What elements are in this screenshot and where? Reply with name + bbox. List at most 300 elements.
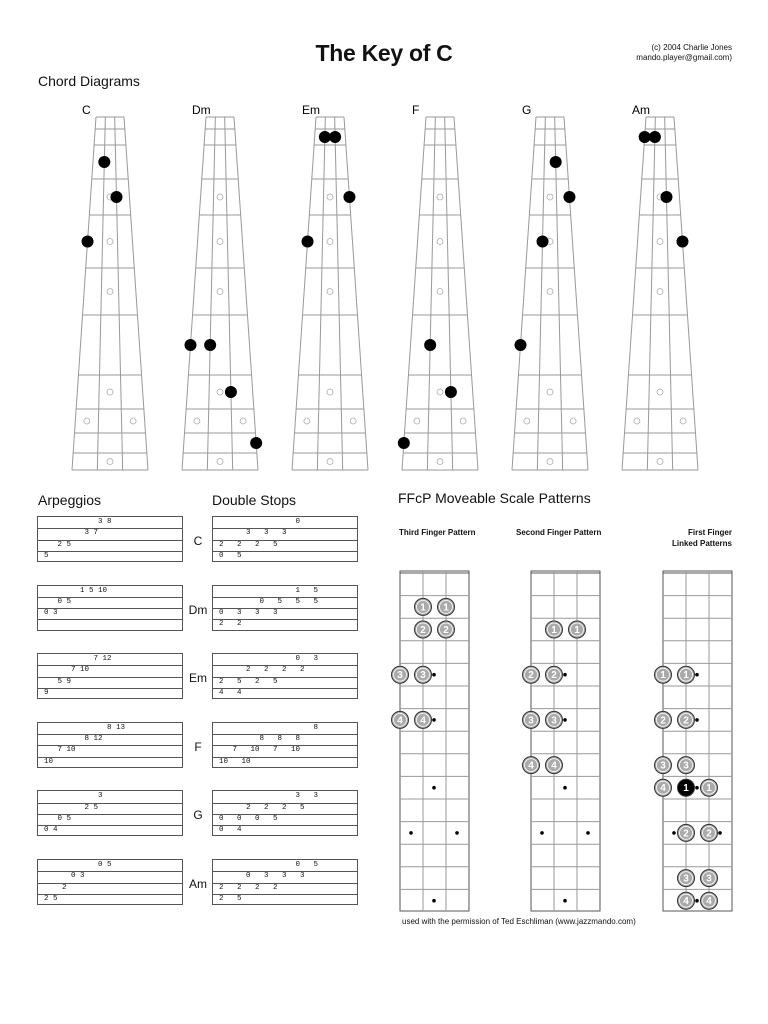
- tab-notes: 4 4: [219, 689, 242, 698]
- first-finger-title-line-2: Linked Patterns: [671, 539, 732, 548]
- tab-string: [213, 871, 357, 882]
- tab-chord-label: Em: [189, 671, 207, 686]
- finger-dot: [82, 236, 94, 248]
- tab-string: [38, 540, 182, 551]
- svg-text:3: 3: [397, 670, 403, 682]
- tab-notes: 2 2 2 2: [219, 666, 305, 675]
- tab-chord-label: Am: [189, 877, 207, 891]
- finger-circle: [415, 621, 432, 638]
- svg-text:3: 3: [706, 873, 712, 885]
- chord-name: G: [522, 103, 532, 117]
- finger-circle: [438, 621, 455, 638]
- root-dot: [563, 786, 567, 790]
- tab-notes: 2 2: [219, 620, 242, 629]
- fret-marker: [327, 389, 333, 395]
- svg-text:1: 1: [683, 670, 689, 682]
- fret-marker: [657, 289, 663, 295]
- finger-circle: [546, 711, 563, 728]
- fret-marker: [84, 418, 90, 424]
- tab-notes: 0 3: [219, 655, 319, 664]
- fretboard-string: [335, 117, 343, 470]
- finger-circle: [678, 779, 695, 796]
- tab-notes: 5 9: [44, 677, 72, 686]
- fretboard-string: [674, 117, 698, 470]
- svg-text:2: 2: [420, 625, 426, 636]
- finger-dot: [649, 131, 661, 143]
- svg-text:4: 4: [683, 896, 689, 908]
- root-dot: [563, 673, 567, 677]
- fret-marker: [217, 389, 223, 395]
- finger-circle: [678, 757, 695, 774]
- tab-string: [213, 586, 357, 597]
- fret-marker: [217, 239, 223, 245]
- fret-marker: [217, 289, 223, 295]
- tab-notes: 9: [44, 689, 49, 698]
- chord-em: [292, 103, 368, 470]
- finger-dot: [250, 437, 262, 449]
- finger-dot: [676, 236, 688, 248]
- fret-marker: [107, 389, 113, 395]
- svg-text:1: 1: [574, 625, 580, 636]
- fret-marker: [547, 459, 553, 465]
- tab-notes: 3 8: [44, 518, 112, 526]
- tab-string: [213, 619, 357, 630]
- tab-notes: 2 5: [44, 803, 99, 812]
- tab-string: [213, 688, 357, 699]
- fret-marker: [437, 389, 443, 395]
- fretboard-string: [207, 117, 215, 470]
- fretboard-string: [72, 117, 96, 470]
- second-finger-title: Second Finger Pattern: [516, 528, 602, 537]
- finger-dot: [184, 339, 196, 351]
- chord-name: Dm: [192, 103, 211, 117]
- tab-string: [38, 814, 182, 825]
- tab-string: [213, 597, 357, 608]
- tab-string: [213, 608, 357, 619]
- double-stop-tab-c: [212, 516, 358, 562]
- chord-name: Em: [302, 103, 320, 117]
- scale-patterns: [380, 565, 768, 915]
- tab-notes: 0 5 5 5: [219, 597, 319, 606]
- fret-marker: [194, 418, 200, 424]
- double-stop-tab-g: [212, 790, 358, 836]
- chord-dm: [182, 103, 262, 470]
- tab-notes: 7 10: [44, 666, 90, 675]
- tab-string: [213, 883, 357, 894]
- finger-circle: [678, 870, 695, 887]
- board-outline: [663, 571, 732, 911]
- tab-notes: 2 5: [44, 540, 72, 549]
- root-dot: [540, 831, 544, 835]
- svg-text:1: 1: [551, 625, 557, 636]
- finger-circle: [678, 711, 695, 728]
- finger-dot: [319, 131, 331, 143]
- fretboard-string: [234, 117, 258, 470]
- finger-circle: [678, 666, 695, 683]
- tab-string: [38, 723, 182, 734]
- tab-chord-label: Dm: [188, 602, 208, 617]
- root-dot: [563, 718, 567, 722]
- arpeggio-tab-dm: [37, 585, 183, 631]
- tab-string: [213, 734, 357, 745]
- fretboard-string: [537, 117, 545, 470]
- tab-string: [38, 825, 182, 836]
- fret-marker: [437, 194, 443, 200]
- double-stop-tab-em: [212, 653, 358, 699]
- tab-notes: 8 12: [44, 735, 103, 744]
- finger-dot: [343, 191, 355, 203]
- fretboard-string: [124, 117, 148, 470]
- tab-notes: 2 2 2 2: [219, 883, 278, 892]
- svg-text:2: 2: [551, 670, 557, 682]
- svg-text:2: 2: [660, 715, 666, 727]
- chord-diagrams-heading: Chord Diagrams: [38, 73, 140, 89]
- arpeggio-tab-c: [37, 516, 183, 562]
- tab-string: [38, 665, 182, 676]
- third-finger-title: Third Finger Pattern: [399, 528, 476, 537]
- first-finger-title: [672, 527, 732, 549]
- tab-notes: 2: [44, 883, 67, 892]
- tab-notes: 0 5: [219, 861, 319, 869]
- chord-diagram-group: [72, 103, 698, 470]
- page-title: The Key of C: [315, 40, 453, 66]
- root-dot: [432, 673, 436, 677]
- tab-notes: 1 5: [219, 586, 319, 595]
- double-stops-heading: Double Stops: [212, 492, 297, 508]
- svg-text:1: 1: [443, 602, 449, 614]
- copyright: [636, 43, 732, 63]
- finger-dot: [329, 131, 341, 143]
- tab-string: [213, 825, 357, 836]
- finger-dot: [537, 236, 549, 248]
- double-stop-tab-dm: [212, 585, 358, 631]
- tab-string: [213, 745, 357, 756]
- finger-circle: [546, 757, 563, 774]
- tab-string: [213, 723, 357, 734]
- tab-chord-label: G: [193, 808, 203, 823]
- fret-marker: [107, 289, 113, 295]
- double-stop-tab-am: [212, 859, 358, 905]
- finger-dot: [424, 339, 436, 351]
- root-dot: [455, 831, 459, 835]
- finger-dot: [204, 339, 216, 351]
- tab-string: [213, 894, 357, 905]
- fret-marker: [634, 418, 640, 424]
- svg-text:4: 4: [420, 715, 426, 727]
- first-finger-board: [655, 571, 733, 911]
- fret-marker: [414, 418, 420, 424]
- fretboard-string: [622, 117, 646, 470]
- finger-circle: [655, 779, 672, 796]
- svg-text:3: 3: [660, 760, 666, 772]
- tab-notes: 2 5 2 5: [219, 677, 278, 686]
- tab-string: [38, 871, 182, 882]
- tab-notes: 0 3: [44, 609, 58, 618]
- tab-notes: 3 3: [219, 792, 319, 801]
- root-dot: [563, 899, 567, 903]
- svg-text:4: 4: [397, 715, 403, 727]
- scale-pattern-group: [392, 571, 733, 911]
- fretboard-string: [292, 117, 316, 470]
- fret-marker: [437, 459, 443, 465]
- root-dot: [586, 831, 590, 835]
- finger-circle: [701, 870, 718, 887]
- tab-chord-label: F: [194, 739, 202, 754]
- chord-am: [622, 103, 698, 470]
- finger-circle: [655, 711, 672, 728]
- tab-string: [213, 517, 357, 528]
- tab-string: [38, 803, 182, 814]
- svg-text:1: 1: [706, 783, 712, 795]
- fret-marker: [327, 194, 333, 200]
- svg-text:1: 1: [683, 783, 689, 795]
- root-dot: [409, 831, 413, 835]
- arpeggio-tab-g: [37, 790, 183, 836]
- finger-circle: [655, 757, 672, 774]
- tab-notes: 0 5: [44, 597, 72, 606]
- svg-text:3: 3: [683, 760, 689, 772]
- arpeggio-tab-em: [37, 653, 183, 699]
- finger-circle: [678, 892, 695, 909]
- svg-text:3: 3: [683, 873, 689, 885]
- root-dot: [695, 899, 699, 903]
- tab-string: [38, 597, 182, 608]
- fretboard-string: [344, 117, 368, 470]
- fretboard-string: [97, 117, 105, 470]
- svg-text:2: 2: [443, 625, 449, 636]
- finger-circle: [701, 824, 718, 841]
- root-dot: [432, 899, 436, 903]
- chord-g: [512, 103, 588, 470]
- fret-marker: [130, 418, 136, 424]
- finger-dot: [302, 236, 314, 248]
- fretboard-string: [647, 117, 655, 470]
- tab-string: [213, 791, 357, 802]
- fretboard-string: [564, 117, 588, 470]
- finger-dot: [660, 191, 672, 203]
- finger-dot: [514, 339, 526, 351]
- fret-marker: [524, 418, 530, 424]
- fret-marker: [107, 459, 113, 465]
- tab-string: [38, 791, 182, 802]
- svg-text:4: 4: [660, 783, 666, 795]
- chord-f: [398, 103, 478, 470]
- tab-notes: 8: [219, 723, 319, 732]
- svg-text:3: 3: [528, 715, 534, 727]
- fretboard-string: [512, 117, 536, 470]
- root-dot: [432, 718, 436, 722]
- fret-marker: [680, 418, 686, 424]
- tab-string: [213, 665, 357, 676]
- tab-notes: 0 5: [44, 814, 72, 823]
- copyright-line-2: mando.player@gmail.com): [636, 53, 732, 62]
- svg-text:4: 4: [706, 896, 712, 908]
- svg-text:1: 1: [420, 602, 426, 614]
- chord-diagrams: [0, 95, 768, 480]
- svg-text:2: 2: [528, 670, 534, 682]
- tab-notes: 0 3 3 3: [219, 609, 278, 618]
- fret-marker: [657, 239, 663, 245]
- chord-name: F: [412, 103, 420, 117]
- fret-marker: [437, 239, 443, 245]
- fretboard-string: [225, 117, 233, 470]
- fret-marker: [327, 239, 333, 245]
- tab-string: [213, 551, 357, 562]
- fretboard-string: [445, 117, 453, 470]
- fretboard-string: [182, 117, 206, 470]
- arpeggios-heading: Arpeggios: [38, 492, 102, 508]
- finger-circle: [415, 666, 432, 683]
- tab-string: [38, 734, 182, 745]
- root-dot: [432, 786, 436, 790]
- finger-circle: [678, 824, 695, 841]
- second-finger-board: [523, 571, 601, 911]
- finger-circle: [523, 666, 540, 683]
- fret-marker: [460, 418, 466, 424]
- svg-text:2: 2: [683, 828, 689, 840]
- finger-circle: [392, 666, 409, 683]
- tab-chord-label: C: [193, 534, 203, 548]
- tab-notes: 3: [44, 792, 103, 801]
- tab-notes: 8 13: [44, 723, 126, 732]
- fret-marker: [547, 389, 553, 395]
- tab-string: [38, 677, 182, 688]
- chord-name: C: [82, 103, 91, 117]
- tab-string: [38, 551, 182, 562]
- tab-string: [213, 860, 357, 871]
- fret-marker: [657, 459, 663, 465]
- root-dot: [695, 673, 699, 677]
- tab-notes: 2 5: [219, 894, 242, 903]
- finger-circle: [392, 711, 409, 728]
- finger-circle: [546, 666, 563, 683]
- fret-marker: [570, 418, 576, 424]
- tab-string: [213, 528, 357, 539]
- svg-text:3: 3: [420, 670, 426, 682]
- fret-marker: [304, 418, 310, 424]
- tab-notes: 0 0 0 5: [219, 814, 278, 823]
- finger-dot: [110, 191, 122, 203]
- fret-marker: [437, 289, 443, 295]
- tab-string: [213, 814, 357, 825]
- finger-dot: [445, 386, 457, 398]
- tab-notes: 2 2 2 5: [219, 540, 278, 549]
- fret-marker: [240, 418, 246, 424]
- arpeggio-tab-f: [37, 722, 183, 768]
- svg-text:4: 4: [528, 760, 534, 772]
- finger-circle: [701, 779, 718, 796]
- tab-notes: 0 3 3 3: [219, 872, 305, 881]
- tab-notes: 8 8 8: [219, 735, 301, 744]
- fretboard-string: [402, 117, 426, 470]
- finger-circle: [415, 711, 432, 728]
- board-outline: [531, 571, 600, 911]
- arpeggio-tab-am: [37, 859, 183, 905]
- fret-marker: [547, 289, 553, 295]
- finger-dot: [550, 156, 562, 168]
- tab-notes: 0: [219, 518, 301, 526]
- finger-dot: [639, 131, 651, 143]
- chord-name: Am: [632, 103, 650, 117]
- scale-patterns-heading: FFcP Moveable Scale Patterns: [398, 490, 591, 506]
- finger-circle: [655, 666, 672, 683]
- fretboard-string: [427, 117, 435, 470]
- finger-dot: [398, 437, 410, 449]
- fret-marker: [350, 418, 356, 424]
- double-stop-tab-f: [212, 722, 358, 768]
- tab-notes: 3 3 3: [219, 529, 287, 538]
- fretboard-string: [555, 117, 563, 470]
- finger-circle: [569, 621, 586, 638]
- fret-marker: [327, 459, 333, 465]
- finger-circle: [523, 711, 540, 728]
- tab-notes: 10 10: [219, 757, 251, 766]
- fret-marker: [217, 459, 223, 465]
- tab-string: [213, 757, 357, 768]
- fret-marker: [217, 194, 223, 200]
- tab-string: [213, 540, 357, 551]
- tab-notes: 2 5: [44, 894, 58, 903]
- tab-string: [38, 654, 182, 665]
- finger-circle: [546, 621, 563, 638]
- fret-marker: [657, 389, 663, 395]
- svg-text:1: 1: [660, 670, 666, 682]
- tab-string: [38, 894, 182, 905]
- finger-circle: [523, 757, 540, 774]
- tab-notes: 0 4: [219, 826, 242, 835]
- third-finger-board: [392, 571, 470, 911]
- svg-text:4: 4: [551, 760, 557, 772]
- fret-marker: [107, 239, 113, 245]
- root-dot: [672, 831, 676, 835]
- tab-string: [38, 860, 182, 871]
- tab-notes: 0 5: [44, 861, 112, 869]
- tab-notes: 3 7: [44, 529, 99, 538]
- tab-string: [38, 517, 182, 528]
- finger-circle: [415, 598, 432, 615]
- finger-circle: [701, 892, 718, 909]
- tab-string: [38, 586, 182, 597]
- fret-marker: [327, 289, 333, 295]
- tab-string: [38, 883, 182, 894]
- root-dot: [695, 786, 699, 790]
- tab-notes: 7 10: [44, 746, 76, 755]
- svg-text:2: 2: [683, 715, 689, 727]
- chord-c: [72, 103, 148, 470]
- root-dot: [695, 718, 699, 722]
- tab-notes: 10: [44, 757, 54, 766]
- tab-notes: 7 12: [44, 655, 112, 664]
- svg-text:3: 3: [551, 715, 557, 727]
- fretboard-string: [454, 117, 478, 470]
- finger-dot: [225, 386, 237, 398]
- svg-text:2: 2: [706, 828, 712, 840]
- fret-marker: [547, 194, 553, 200]
- tab-string: [38, 688, 182, 699]
- fretboard-string: [317, 117, 325, 470]
- tab-notes: 0 4: [44, 826, 58, 835]
- board-outline: [400, 571, 469, 911]
- tab-notes: 0 3: [44, 872, 85, 881]
- tab-string: [38, 608, 182, 619]
- credit-line: used with the permission of Ted Eschliman (www.jazzmando.com): [402, 917, 636, 926]
- copyright-line-1: (c) 2004 Charlie Jones: [651, 43, 732, 52]
- tab-notes: 2 2 2 5: [219, 803, 305, 812]
- tab-string: [213, 654, 357, 665]
- first-finger-title-line-1: First Finger: [687, 528, 732, 537]
- finger-circle: [438, 598, 455, 615]
- tab-string: [38, 619, 182, 630]
